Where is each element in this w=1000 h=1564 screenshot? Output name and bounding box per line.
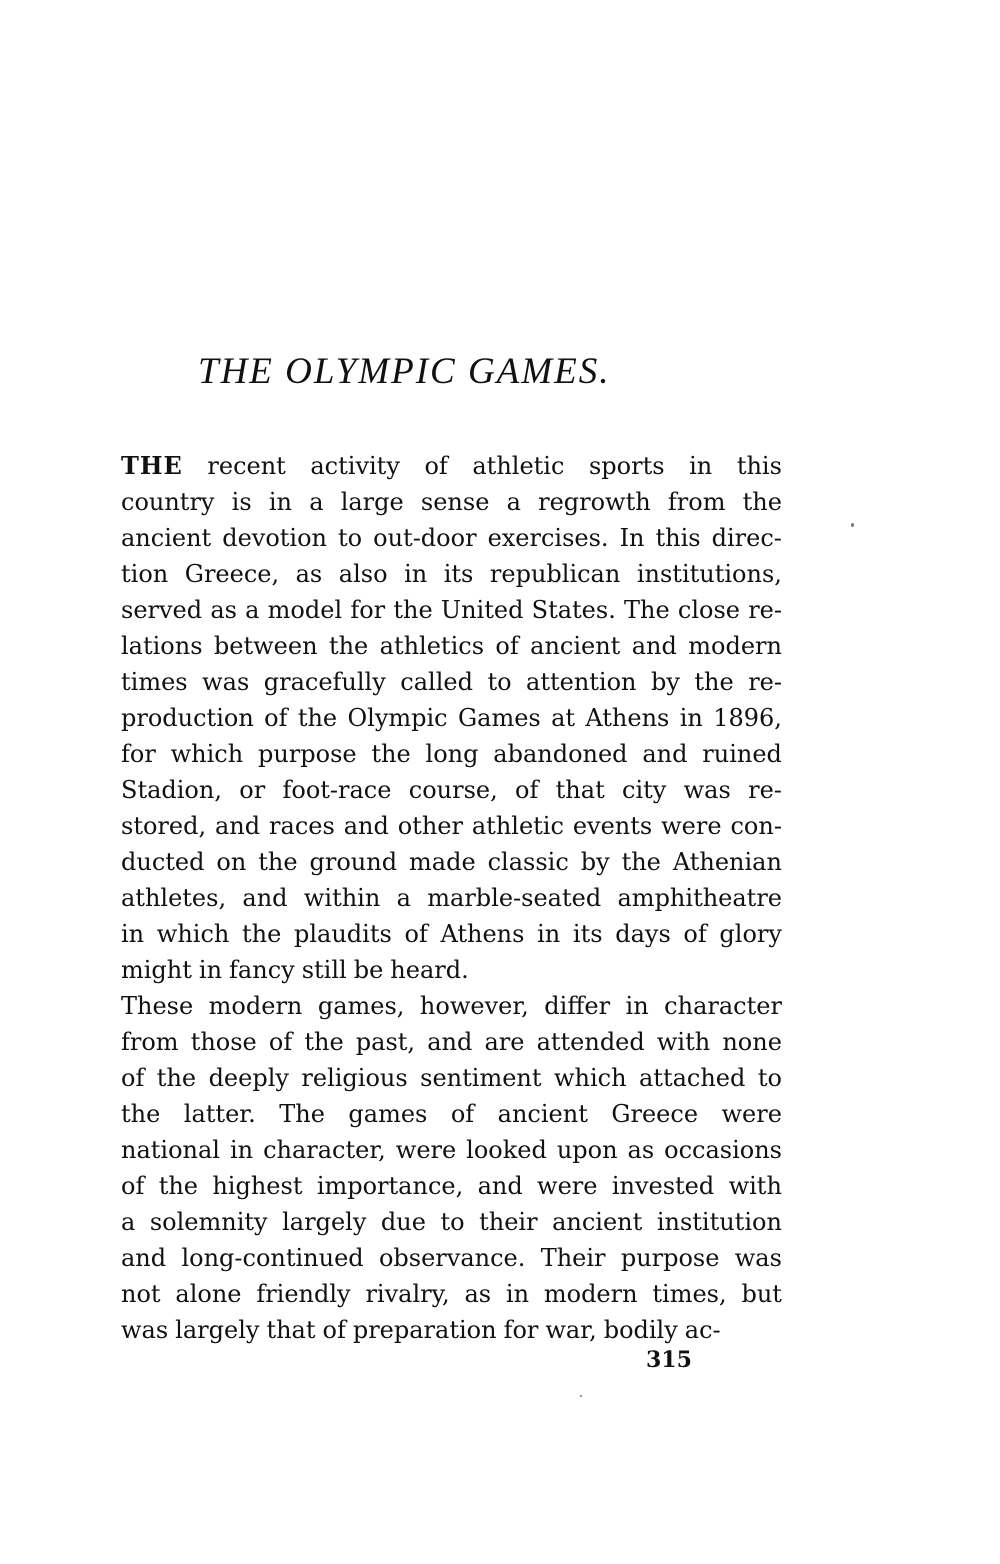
text-line: not alone friendly rivalry, as in modern times, but — [121, 1280, 782, 1308]
text-line: was largely that of preparation for war, bodily ac- — [121, 1316, 721, 1344]
text-line: of the highest importance, and were invested with — [121, 1172, 782, 1200]
text-line: and long-continued observance. Their purpose was — [121, 1244, 782, 1272]
print-speck — [851, 523, 854, 527]
text-line: athletes, and within a marble-seated amphitheatre — [121, 884, 782, 912]
text-line: ancient devotion to out-door exercises. In this direc- — [121, 524, 782, 552]
page-number: 315 — [646, 1347, 692, 1373]
text-line: stored, and races and other athletic events were con- — [121, 812, 782, 840]
text-line: country is in a large sense a regrowth from the — [121, 488, 782, 516]
text-line: lations between the athletics of ancient and modern — [121, 632, 782, 660]
text-line: served as a model for the United States. The close re- — [121, 596, 782, 624]
text-line: national in character, were looked upon as occasions — [121, 1136, 782, 1164]
text-line: a solemnity largely due to their ancient institution — [121, 1208, 782, 1236]
text-line: in which the plaudits of Athens in its days of glory — [121, 920, 782, 948]
text-line: tion Greece, as also in its republican institutions, — [121, 560, 782, 588]
text-line: times was gracefully called to attention by the re- — [121, 668, 782, 696]
print-speck — [580, 1395, 582, 1397]
text-line: of the deeply religious sentiment which attached to — [121, 1064, 782, 1092]
text-line: from those of the past, and are attended with none — [121, 1028, 782, 1056]
text-line: the latter. The games of ancient Greece were — [121, 1100, 782, 1128]
text-line: These modern games, however, differ in character — [121, 992, 782, 1020]
text-line: THE recent activity of athletic sports in this — [121, 451, 782, 480]
chapter-title: THE OLYMPIC GAMES. — [198, 351, 611, 392]
text-line: production of the Olympic Games at Athens in 1896, — [121, 704, 782, 732]
text-line: might in fancy still be heard. — [121, 956, 469, 984]
text-line: Stadion, or foot-race course, of that city was re- — [121, 776, 782, 804]
text-line: for which purpose the long abandoned and ruined — [121, 740, 782, 768]
text-line: ducted on the ground made classic by the Athenian — [121, 848, 782, 876]
